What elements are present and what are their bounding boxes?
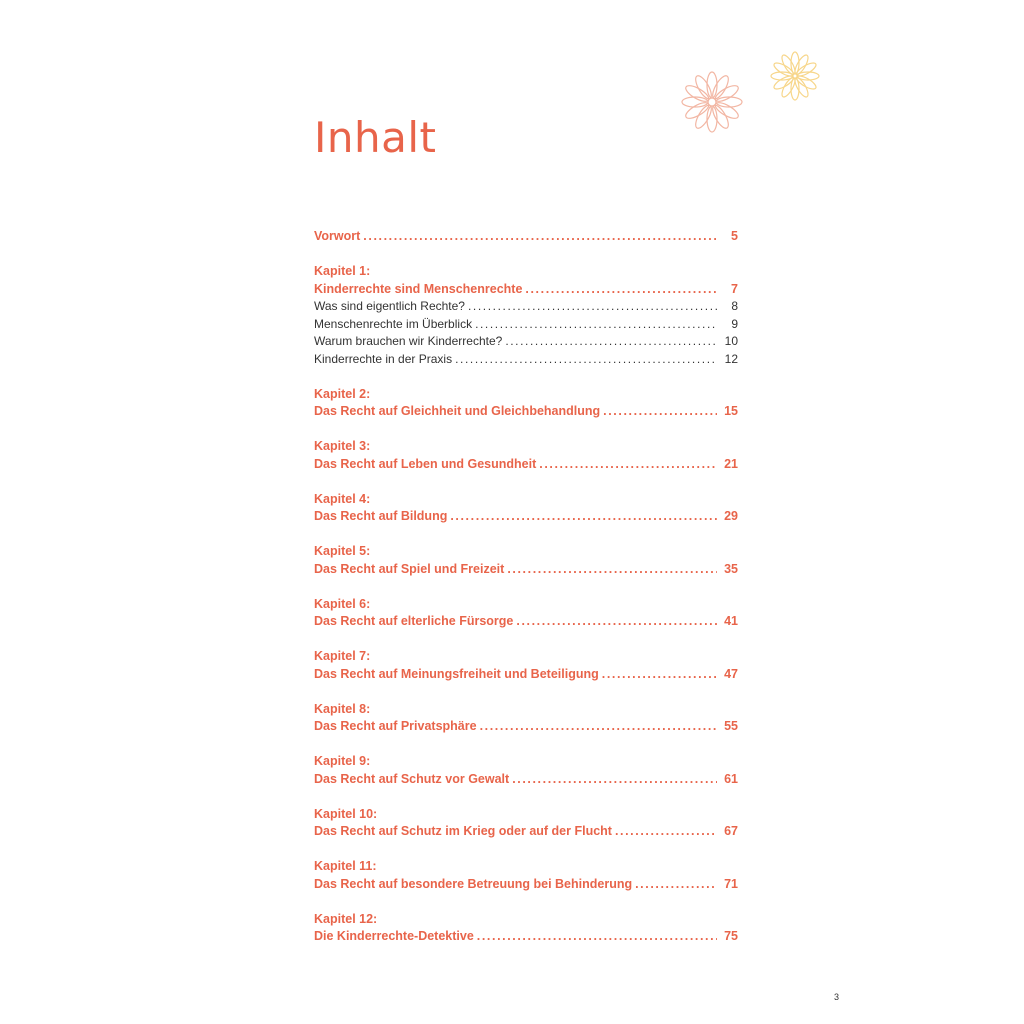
toc-section	[314, 263, 738, 368]
toc-entry-title: Die Kinderrechte-Detektive	[314, 929, 474, 943]
chapter-label: Kapitel 3:	[314, 439, 371, 453]
chapter-label: Kapitel 5:	[314, 544, 371, 558]
toc-entry-page: 12	[724, 351, 738, 366]
yellow-flower-icon	[771, 52, 819, 100]
toc-entry-page: 9	[731, 316, 738, 331]
toc-entry[interactable]	[314, 718, 738, 736]
toc-section	[314, 911, 738, 946]
toc-entry-page: 8	[731, 299, 738, 313]
dot-leader	[363, 228, 717, 246]
toc-section	[314, 438, 738, 473]
toc-entry-title: Das Recht auf Gleichheit und Gleichbehandlung	[314, 404, 601, 418]
toc-entry[interactable]	[314, 298, 738, 316]
toc-entry-title: Kinderrechte in der Praxis	[314, 351, 453, 366]
toc-entry[interactable]	[314, 771, 738, 789]
dot-leader	[635, 876, 717, 894]
toc-entry-title: Das Recht auf Spiel und Freizeit	[314, 561, 505, 576]
chapter-label: Kapitel 2:	[314, 386, 371, 401]
toc-section	[314, 753, 738, 788]
toc-entry-title: Das Recht auf Leben und Gesundheit	[314, 456, 537, 471]
dot-leader	[512, 771, 717, 789]
dot-leader	[602, 666, 717, 684]
toc-entry-page: 75	[724, 929, 738, 943]
toc-entry-page: 29	[724, 509, 738, 523]
toc-entry[interactable]	[314, 928, 738, 946]
toc-entry[interactable]	[314, 403, 738, 421]
chapter-label: Kapitel 4:	[314, 491, 371, 506]
toc-section	[314, 543, 738, 578]
toc-entry[interactable]	[314, 228, 738, 246]
toc-section	[314, 701, 738, 736]
toc-entry-title: Menschenrechte im Überblick	[314, 316, 473, 331]
toc-section	[314, 858, 738, 893]
toc-entry-title: Das Recht auf Schutz vor Gewalt	[314, 771, 510, 786]
toc-entry-title: Das Recht auf Schutz im Krieg oder auf der Flucht	[314, 824, 612, 838]
dot-leader	[505, 333, 717, 351]
toc-entry-page: 21	[724, 456, 738, 471]
dot-leader	[539, 456, 717, 474]
toc-entry[interactable]	[314, 333, 738, 351]
chapter-label: Kapitel 6:	[314, 596, 371, 611]
toc-entry-title: Das Recht auf besondere Betreuung bei Behinderung	[314, 876, 633, 891]
dot-leader	[480, 718, 717, 736]
toc-section	[314, 386, 738, 421]
toc-entry-page: 47	[724, 666, 738, 681]
toc-entry[interactable]	[314, 316, 738, 334]
chapter-label: Kapitel 1:	[314, 264, 371, 278]
toc-entry-page: 7	[731, 281, 738, 296]
chapter-label: Kapitel 8:	[314, 701, 371, 716]
toc-entry[interactable]	[314, 456, 738, 474]
dot-leader	[450, 508, 717, 526]
toc-entry-title: Was sind eigentlich Rechte?	[314, 299, 465, 313]
toc-section	[314, 228, 738, 246]
dot-leader	[477, 928, 717, 946]
toc-entry-title: Das Recht auf Privatsphäre	[314, 719, 477, 733]
toc-entry[interactable]	[314, 613, 738, 631]
flower-decoration	[670, 40, 840, 150]
dot-leader	[603, 403, 717, 421]
dot-leader	[525, 281, 717, 299]
toc-section	[314, 596, 738, 631]
toc-entry-page: 61	[724, 771, 738, 786]
toc-section	[314, 806, 738, 841]
toc-entry-page: 10	[724, 334, 738, 348]
toc-entry-page: 67	[724, 824, 738, 838]
page-title: Inhalt	[314, 113, 437, 162]
dot-leader	[475, 316, 717, 334]
dot-leader	[507, 561, 717, 579]
toc-entry[interactable]	[314, 281, 738, 299]
toc-entry-page: 5	[731, 229, 738, 243]
dot-leader	[468, 298, 717, 316]
dot-leader	[516, 613, 717, 631]
toc-entry-title: Warum brauchen wir Kinderrechte?	[314, 334, 503, 348]
toc-entry-page: 71	[724, 876, 738, 891]
toc-entry-title: Vorwort	[314, 229, 361, 243]
page-number: 3	[834, 992, 840, 1002]
dot-leader	[615, 823, 717, 841]
toc-entry-page: 35	[724, 561, 738, 576]
toc-section	[314, 491, 738, 526]
toc-section	[314, 648, 738, 683]
chapter-label: Kapitel 12:	[314, 911, 378, 926]
toc-entry-title: Das Recht auf elterliche Fürsorge	[314, 614, 514, 628]
pink-flower-icon	[682, 72, 742, 132]
chapter-label: Kapitel 11:	[314, 859, 377, 873]
toc-entry[interactable]	[314, 876, 738, 894]
toc-entry[interactable]	[314, 351, 738, 369]
toc-entry-page: 41	[724, 614, 738, 628]
toc-entry-page: 15	[724, 404, 738, 418]
toc-entry[interactable]	[314, 561, 738, 579]
toc-entry[interactable]	[314, 666, 738, 684]
toc-entry-title: Das Recht auf Bildung	[314, 509, 448, 523]
chapter-label: Kapitel 10:	[314, 806, 378, 821]
chapter-label: Kapitel 7:	[314, 649, 371, 663]
toc-entry-title: Das Recht auf Meinungsfreiheit und Beteiligung	[314, 666, 599, 681]
toc-entry-page: 55	[724, 719, 738, 733]
chapter-label: Kapitel 9:	[314, 754, 371, 768]
toc-entry[interactable]	[314, 508, 738, 526]
dot-leader	[455, 351, 717, 369]
toc-entry-title: Kinderrechte sind Menschenrechte	[314, 281, 523, 296]
toc-entry[interactable]	[314, 823, 738, 841]
table-of-contents	[314, 228, 738, 963]
